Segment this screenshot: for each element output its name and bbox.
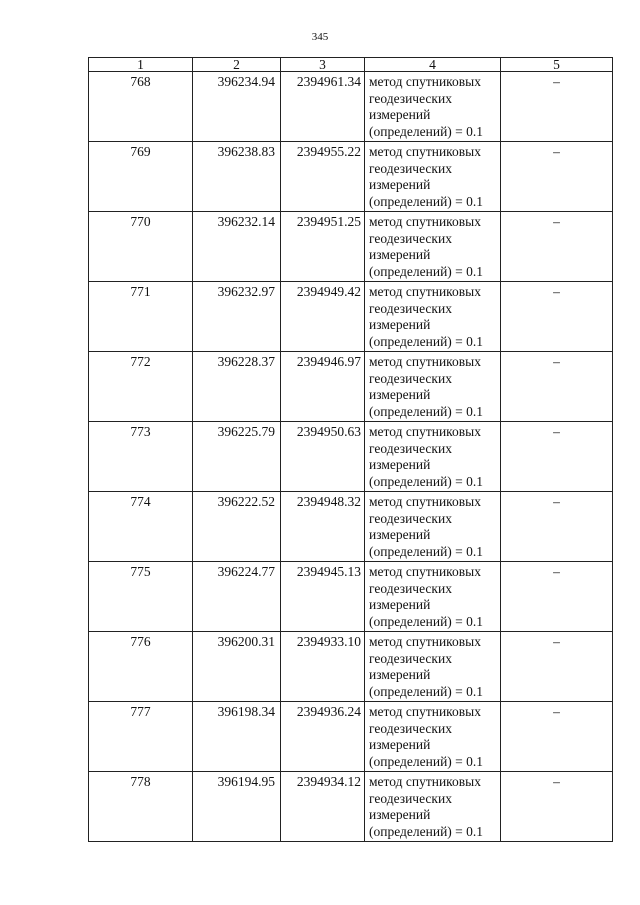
method-line: (определений) = 0.1 bbox=[369, 473, 484, 489]
x-coordinate-cell: 396200.31 bbox=[193, 632, 281, 702]
note-cell: – bbox=[501, 562, 613, 632]
y-coordinate-cell: 2394933.10 bbox=[281, 632, 365, 702]
method-cell bbox=[365, 422, 501, 492]
y-coordinate-cell: 2394936.24 bbox=[281, 702, 365, 772]
method-line: геодезических bbox=[369, 440, 452, 456]
x-coordinate-cell: 396232.97 bbox=[193, 282, 281, 352]
method-line: метод спутниковых bbox=[369, 424, 481, 439]
note-cell: – bbox=[501, 142, 613, 212]
table-row bbox=[89, 352, 613, 422]
table-row bbox=[89, 282, 613, 352]
note-cell: – bbox=[501, 72, 613, 142]
method-line: геодезических bbox=[369, 160, 452, 176]
x-coordinate-cell: 396225.79 bbox=[193, 422, 281, 492]
method-line: измерений bbox=[369, 317, 431, 332]
method-cell bbox=[365, 282, 501, 352]
method-line: измерений bbox=[369, 457, 431, 472]
note-cell: – bbox=[501, 422, 613, 492]
coordinates-table bbox=[88, 57, 613, 842]
method-line: (определений) = 0.1 bbox=[369, 683, 484, 699]
table-row bbox=[89, 422, 613, 492]
column-header: 4 bbox=[365, 58, 501, 72]
method-line: метод спутниковых bbox=[369, 494, 481, 509]
y-coordinate-cell: 2394945.13 bbox=[281, 562, 365, 632]
method-line: геодезических bbox=[369, 300, 452, 316]
method-line: геодезических bbox=[369, 720, 452, 736]
y-coordinate-cell: 2394946.97 bbox=[281, 352, 365, 422]
method-line: геодезических bbox=[369, 510, 452, 526]
point-number-cell: 769 bbox=[89, 142, 193, 212]
method-line: метод спутниковых bbox=[369, 354, 481, 369]
note-cell: – bbox=[501, 702, 613, 772]
x-coordinate-cell: 396224.77 bbox=[193, 562, 281, 632]
method-cell bbox=[365, 492, 501, 562]
method-cell bbox=[365, 142, 501, 212]
note-cell: – bbox=[501, 212, 613, 282]
method-line: метод спутниковых bbox=[369, 214, 481, 229]
method-line: измерений bbox=[369, 807, 431, 822]
x-coordinate-cell: 396228.37 bbox=[193, 352, 281, 422]
point-number-cell: 778 bbox=[89, 772, 193, 842]
y-coordinate-cell: 2394961.34 bbox=[281, 72, 365, 142]
note-cell: – bbox=[501, 492, 613, 562]
method-line: измерений bbox=[369, 107, 431, 122]
method-cell bbox=[365, 212, 501, 282]
table-row bbox=[89, 212, 613, 282]
method-line: (определений) = 0.1 bbox=[369, 263, 484, 279]
table-row bbox=[89, 492, 613, 562]
point-number-cell: 772 bbox=[89, 352, 193, 422]
method-line: измерений bbox=[369, 667, 431, 682]
table-row bbox=[89, 72, 613, 142]
method-line: метод спутниковых bbox=[369, 634, 481, 649]
x-coordinate-cell: 396238.83 bbox=[193, 142, 281, 212]
method-line: измерений bbox=[369, 597, 431, 612]
method-line: (определений) = 0.1 bbox=[369, 543, 484, 559]
method-line: геодезических bbox=[369, 580, 452, 596]
table-row bbox=[89, 772, 613, 842]
x-coordinate-cell: 396222.52 bbox=[193, 492, 281, 562]
method-line: геодезических bbox=[369, 90, 452, 106]
method-cell bbox=[365, 772, 501, 842]
method-line: измерений bbox=[369, 527, 431, 542]
note-cell: – bbox=[501, 632, 613, 702]
y-coordinate-cell: 2394934.12 bbox=[281, 772, 365, 842]
point-number-cell: 777 bbox=[89, 702, 193, 772]
y-coordinate-cell: 2394948.32 bbox=[281, 492, 365, 562]
point-number-cell: 774 bbox=[89, 492, 193, 562]
method-line: геодезических bbox=[369, 230, 452, 246]
point-number-cell: 770 bbox=[89, 212, 193, 282]
point-number-cell: 776 bbox=[89, 632, 193, 702]
point-number-cell: 771 bbox=[89, 282, 193, 352]
x-coordinate-cell: 396198.34 bbox=[193, 702, 281, 772]
method-line: (определений) = 0.1 bbox=[369, 823, 484, 839]
column-header: 3 bbox=[281, 58, 365, 72]
y-coordinate-cell: 2394951.25 bbox=[281, 212, 365, 282]
method-line: геодезических bbox=[369, 650, 452, 666]
method-line: геодезических bbox=[369, 790, 452, 806]
table-row bbox=[89, 142, 613, 212]
method-line: (определений) = 0.1 bbox=[369, 613, 484, 629]
point-number-cell: 773 bbox=[89, 422, 193, 492]
method-cell bbox=[365, 632, 501, 702]
y-coordinate-cell: 2394949.42 bbox=[281, 282, 365, 352]
page-number: 345 bbox=[311, 31, 329, 43]
method-line: измерений bbox=[369, 247, 431, 262]
method-line: (определений) = 0.1 bbox=[369, 123, 484, 139]
method-cell bbox=[365, 72, 501, 142]
method-cell bbox=[365, 562, 501, 632]
method-cell bbox=[365, 352, 501, 422]
note-cell: – bbox=[501, 282, 613, 352]
method-line: геодезических bbox=[369, 370, 452, 386]
table-row bbox=[89, 632, 613, 702]
column-header: 5 bbox=[501, 58, 613, 72]
note-cell: – bbox=[501, 352, 613, 422]
method-line: измерений bbox=[369, 387, 431, 402]
point-number-cell: 775 bbox=[89, 562, 193, 632]
table-header-row bbox=[89, 58, 613, 72]
method-line: метод спутниковых bbox=[369, 704, 481, 719]
note-cell: – bbox=[501, 772, 613, 842]
method-line: (определений) = 0.1 bbox=[369, 403, 484, 419]
method-line: метод спутниковых bbox=[369, 284, 481, 299]
method-line: метод спутниковых bbox=[369, 144, 481, 159]
method-line: (определений) = 0.1 bbox=[369, 753, 484, 769]
method-line: метод спутниковых bbox=[369, 74, 481, 89]
method-line: метод спутниковых bbox=[369, 564, 481, 579]
column-header: 1 bbox=[89, 58, 193, 72]
table-row bbox=[89, 702, 613, 772]
method-line: измерений bbox=[369, 737, 431, 752]
x-coordinate-cell: 396232.14 bbox=[193, 212, 281, 282]
method-line: (определений) = 0.1 bbox=[369, 193, 484, 209]
x-coordinate-cell: 396234.94 bbox=[193, 72, 281, 142]
method-cell bbox=[365, 702, 501, 772]
method-line: (определений) = 0.1 bbox=[369, 333, 484, 349]
y-coordinate-cell: 2394950.63 bbox=[281, 422, 365, 492]
table-row bbox=[89, 562, 613, 632]
x-coordinate-cell: 396194.95 bbox=[193, 772, 281, 842]
column-header: 2 bbox=[193, 58, 281, 72]
method-line: метод спутниковых bbox=[369, 774, 481, 789]
method-line: измерений bbox=[369, 177, 431, 192]
y-coordinate-cell: 2394955.22 bbox=[281, 142, 365, 212]
point-number-cell: 768 bbox=[89, 72, 193, 142]
